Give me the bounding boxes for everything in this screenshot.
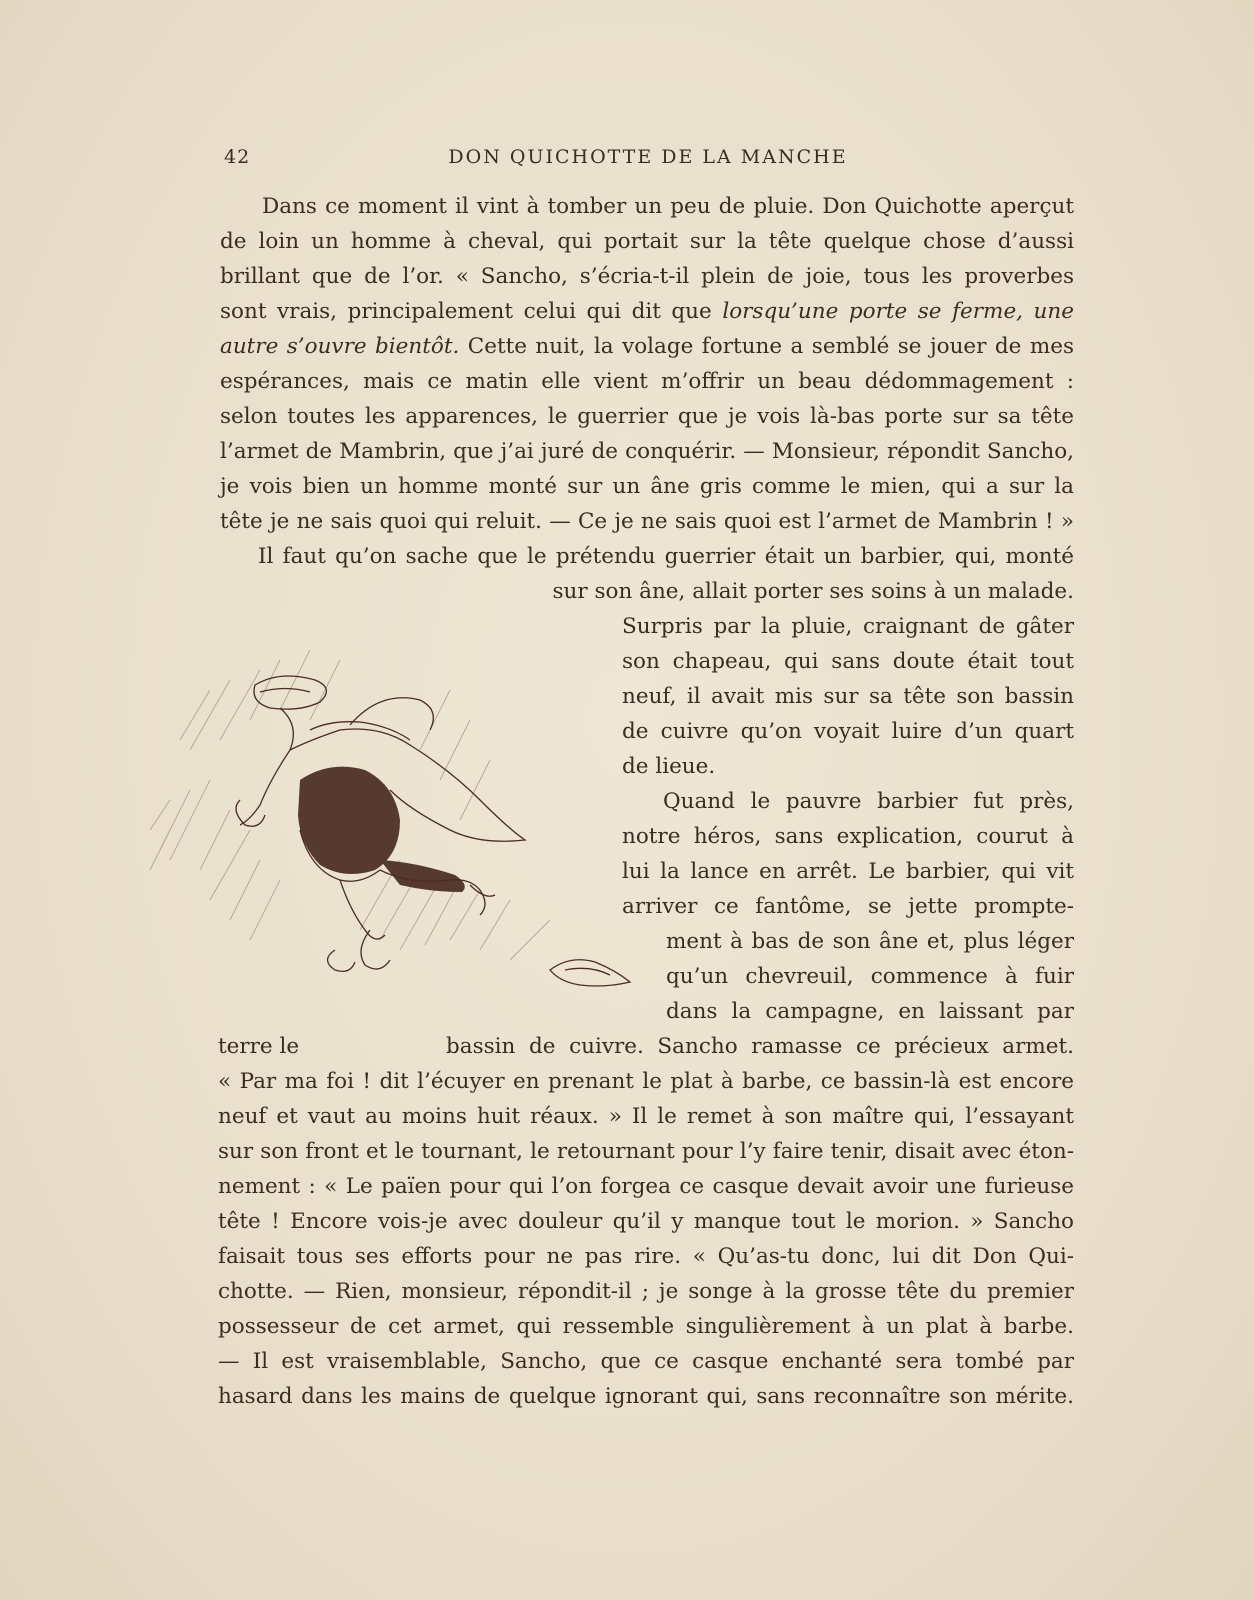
- text-line: de cuivre qu’on voyait luire d’un quart: [622, 719, 1074, 744]
- text-run: Cette nuit, la volage fortune a semblé se jouer de mes: [467, 334, 1074, 359]
- text-line: [220, 330, 1074, 364]
- text-line: « Par ma foi ! dit l’écuyer en prenant le plat à barbe, ce bassin-là est encore: [218, 1069, 1074, 1094]
- text-line: bassin de cuivre. Sancho ramasse ce précieux armet.: [446, 1034, 1074, 1059]
- text-line: neuf et vaut au moins huit réaux. » Il le remet à son maître qui, l’essayant: [218, 1104, 1074, 1129]
- text-line: possesseur de cet armet, qui ressemble singulièrement à un plat à barbe.: [218, 1314, 1074, 1339]
- text-line: [220, 295, 1074, 329]
- text-line: dans la campagne, en laissant par: [666, 999, 1074, 1024]
- text-line: tête ! Encore vois-je avec douleur qu’il y manque tout le morion. » Sancho: [218, 1209, 1074, 1234]
- page-header: [224, 146, 1072, 176]
- text-line: lui la lance en arrêt. Le barbier, qui vit: [622, 859, 1074, 884]
- text-line: brillant que de l’or. « Sancho, s’écria-t-il plein de joie, tous les proverbes: [220, 264, 1074, 289]
- barber-illustration: [150, 630, 650, 1050]
- barber-cloak: [298, 767, 465, 892]
- text-line: espérances, mais ce matin elle vient m’offrir un beau dédommagement :: [220, 369, 1074, 394]
- text-line: neuf, il avait mis sur sa tête son bassin: [622, 684, 1074, 709]
- text-line: son chapeau, qui sans doute était tout: [622, 649, 1074, 674]
- text-line: selon toutes les apparences, le guerrier que je vois là-bas porte sur sa tête: [220, 404, 1074, 429]
- text-line: notre héros, sans explication, courut à: [622, 824, 1074, 849]
- text-line: l’armet de Mambrin, que j’ai juré de conquérir. — Monsieur, répondit Sancho,: [220, 439, 1074, 464]
- text-line: chotte. — Rien, monsieur, répondit-il ; je songe à la grosse tête du premier: [218, 1279, 1074, 1304]
- text-line: qu’un chevreuil, commence à fuir: [666, 964, 1074, 989]
- text-line: hasard dans les mains de quelque ignorant qui, sans reconnaître son mérite.: [218, 1384, 1074, 1409]
- barber-figure: [236, 676, 630, 986]
- text-line: terre le: [218, 1034, 300, 1059]
- text-line: ment à bas de son âne et, plus léger: [666, 929, 1074, 954]
- text-line: arriver ce fantôme, se jette prompte-: [622, 894, 1074, 919]
- text-line: sur son âne, allait porter ses soins à un malade.: [552, 579, 1074, 604]
- text-line: Dans ce moment il vint à tomber un peu de pluie. Don Quichotte aperçut: [262, 194, 1074, 219]
- text-line: Surpris par la pluie, craignant de gâter: [622, 614, 1074, 639]
- text-line: Quand le pauvre barbier fut près,: [663, 789, 1074, 814]
- text-run: sont vrais, principalement celui qui dit que: [220, 299, 712, 324]
- text-line: de lieue.: [622, 754, 716, 779]
- text-line: sur son front et le tournant, le retournant pour l’y faire tenir, disait avec éton-: [218, 1139, 1074, 1164]
- text-line: Il faut qu’on sache que le prétendu guerrier était un barbier, qui, monté: [258, 544, 1074, 569]
- italic-proverb: autre s’ouvre bientôt.: [220, 334, 460, 359]
- page-number: 42: [224, 146, 251, 168]
- text-line: tête je ne sais quoi qui reluit. — Ce je ne sais quoi est l’armet de Mambrin ! »: [220, 509, 1074, 534]
- text-line: nement : « Le païen pour qui l’on forgea ce casque devait avoir une furieuse: [218, 1174, 1074, 1199]
- text-line: je vois bien un homme monté sur un âne gris comme le mien, qui a sur la: [220, 474, 1074, 499]
- text-line: — Il est vraisemblable, Sancho, que ce casque enchanté sera tombé par: [218, 1349, 1074, 1374]
- text-line: de loin un homme à cheval, qui portait sur la tête quelque chose d’aussi: [220, 229, 1074, 254]
- running-title: DON QUICHOTTE DE LA MANCHE: [448, 146, 848, 168]
- text-line: faisait tous ses efforts pour ne pas rire. « Qu’as-tu donc, lui dit Don Qui-: [218, 1244, 1074, 1269]
- italic-proverb: lorsqu’une porte se ferme, une: [722, 299, 1074, 324]
